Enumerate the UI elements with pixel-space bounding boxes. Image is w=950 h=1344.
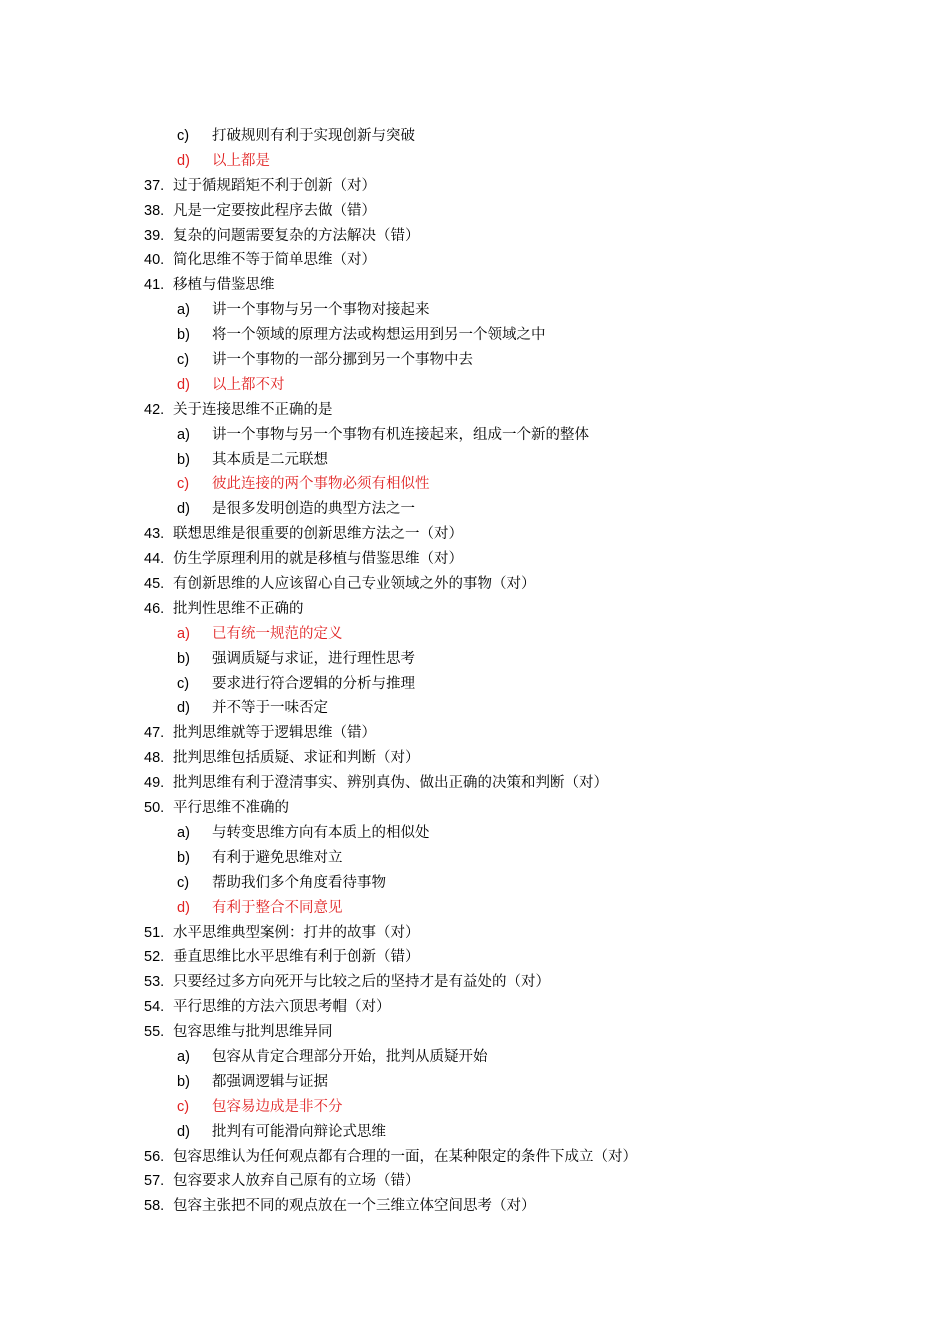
answer-option bbox=[0, 1045, 950, 1070]
question-number: 49. bbox=[144, 775, 165, 792]
answer-option-correct bbox=[0, 1095, 950, 1120]
question-number: 40. bbox=[144, 252, 165, 269]
question-number: 55. bbox=[144, 1024, 165, 1041]
option-text: 要求进行符合逻辑的分析与推理 bbox=[212, 675, 415, 692]
question-number: 52. bbox=[144, 949, 165, 966]
question-number: 38. bbox=[144, 202, 165, 219]
question-number: 37. bbox=[144, 177, 165, 194]
option-text: 强调质疑与求证，进行理性思考 bbox=[212, 650, 415, 667]
answer-option-correct bbox=[0, 373, 950, 398]
option-letter: d) bbox=[177, 152, 190, 169]
option-text: 与转变思维方向有本质上的相似处 bbox=[212, 824, 430, 841]
option-text: 包容易边成是非不分 bbox=[212, 1098, 343, 1115]
option-letter: a) bbox=[177, 824, 190, 841]
option-text: 以上都不对 bbox=[212, 376, 285, 393]
question-line bbox=[0, 597, 950, 622]
option-letter: b) bbox=[177, 849, 190, 866]
question-number: 39. bbox=[144, 227, 165, 244]
question-text: 平行思维不准确的 bbox=[173, 800, 289, 817]
question-text: 关于连接思维不正确的是 bbox=[173, 401, 333, 418]
question-number: 57. bbox=[144, 1173, 165, 1190]
option-text: 并不等于一味否定 bbox=[212, 700, 328, 717]
option-letter: d) bbox=[177, 376, 190, 393]
answer-option-correct bbox=[0, 472, 950, 497]
option-letter: c) bbox=[177, 675, 190, 692]
option-text: 已有统一规范的定义 bbox=[212, 625, 343, 642]
question-text: 仿生学原理利用的就是移植与借鉴思维（对） bbox=[173, 551, 463, 568]
question-line bbox=[0, 970, 950, 995]
question-number: 54. bbox=[144, 999, 165, 1016]
question-number: 46. bbox=[144, 600, 165, 617]
option-text: 帮助我们多个角度看待事物 bbox=[212, 874, 386, 891]
question-text: 凡是一定要按此程序去做（错） bbox=[173, 202, 376, 219]
option-letter: d) bbox=[177, 501, 190, 518]
option-text: 打破规则有利于实现创新与突破 bbox=[212, 128, 415, 144]
answer-option bbox=[0, 448, 950, 473]
answer-option-correct bbox=[0, 622, 950, 647]
question-text: 垂直思维比水平思维有利于创新（错） bbox=[173, 949, 420, 966]
question-line bbox=[0, 248, 950, 273]
document-page bbox=[0, 124, 950, 1219]
option-letter: b) bbox=[177, 1073, 190, 1090]
option-letter: c) bbox=[177, 1098, 190, 1115]
answer-option bbox=[0, 124, 950, 149]
option-letter: d) bbox=[177, 1123, 190, 1140]
option-letter: b) bbox=[177, 650, 190, 667]
question-text: 水平思维典型案例：打井的故事（对） bbox=[173, 924, 420, 941]
question-line bbox=[0, 224, 950, 249]
answer-option bbox=[0, 298, 950, 323]
answer-option bbox=[0, 871, 950, 896]
answer-option-correct bbox=[0, 149, 950, 174]
question-line bbox=[0, 771, 950, 796]
question-line bbox=[0, 921, 950, 946]
answer-option bbox=[0, 1120, 950, 1145]
question-text: 批判思维有利于澄清事实、辨别真伪、做出正确的决策和判断（对） bbox=[173, 775, 608, 792]
question-text: 过于循规蹈矩不利于创新（对） bbox=[173, 177, 376, 194]
option-letter: c) bbox=[177, 476, 190, 493]
question-text: 包容思维与批判思维异同 bbox=[173, 1024, 333, 1041]
answer-option bbox=[0, 1070, 950, 1095]
question-number: 50. bbox=[144, 800, 165, 817]
question-text: 批判性思维不正确的 bbox=[173, 600, 304, 617]
option-text: 包容从肯定合理部分开始，批判从质疑开始 bbox=[212, 1048, 488, 1065]
question-line bbox=[0, 1020, 950, 1045]
question-line bbox=[0, 398, 950, 423]
option-letter: c) bbox=[177, 874, 190, 891]
answer-option bbox=[0, 821, 950, 846]
option-text: 讲一个事物与另一个事物有机连接起来，组成一个新的整体 bbox=[212, 426, 589, 443]
question-number: 51. bbox=[144, 924, 165, 941]
question-number: 53. bbox=[144, 974, 165, 991]
question-text: 包容要求人放弃自己原有的立场（错） bbox=[173, 1173, 420, 1190]
question-text: 联想思维是很重要的创新思维方法之一（对） bbox=[173, 526, 463, 543]
option-letter: a) bbox=[177, 1048, 190, 1065]
option-text: 是很多发明创造的典型方法之一 bbox=[212, 501, 415, 518]
option-text: 将一个领域的原理方法或构想运用到另一个领域之中 bbox=[212, 327, 546, 344]
question-line bbox=[0, 995, 950, 1020]
question-text: 简化思维不等于简单思维（对） bbox=[173, 252, 376, 269]
question-number: 47. bbox=[144, 725, 165, 742]
question-line bbox=[0, 522, 950, 547]
question-line bbox=[0, 199, 950, 224]
answer-option bbox=[0, 846, 950, 871]
question-line bbox=[0, 746, 950, 771]
question-text: 批判思维包括质疑、求证和判断（对） bbox=[173, 750, 420, 767]
answer-option bbox=[0, 696, 950, 721]
option-letter: a) bbox=[177, 302, 190, 319]
option-letter: c) bbox=[177, 128, 190, 144]
question-text: 有创新思维的人应该留心自己专业领域之外的事物（对） bbox=[173, 576, 536, 593]
question-number: 45. bbox=[144, 576, 165, 593]
option-text: 其本质是二元联想 bbox=[212, 451, 328, 468]
question-line bbox=[0, 174, 950, 199]
answer-option bbox=[0, 348, 950, 373]
question-text: 平行思维的方法六顶思考帽（对） bbox=[173, 999, 391, 1016]
option-text: 以上都是 bbox=[212, 152, 270, 169]
option-text: 讲一个事物与另一个事物对接起来 bbox=[212, 302, 430, 319]
question-text: 移植与借鉴思维 bbox=[173, 277, 275, 294]
question-text: 包容思维认为任何观点都有合理的一面，在某种限定的条件下成立（对） bbox=[173, 1148, 637, 1165]
option-text: 有利于整合不同意见 bbox=[212, 899, 343, 916]
option-letter: a) bbox=[177, 625, 190, 642]
question-text: 批判思维就等于逻辑思维（错） bbox=[173, 725, 376, 742]
answer-option-correct bbox=[0, 896, 950, 921]
option-letter: d) bbox=[177, 700, 190, 717]
question-line bbox=[0, 273, 950, 298]
question-number: 42. bbox=[144, 401, 165, 418]
option-letter: c) bbox=[177, 352, 190, 369]
question-number: 56. bbox=[144, 1148, 165, 1165]
question-number: 58. bbox=[144, 1198, 165, 1215]
option-text: 有利于避免思维对立 bbox=[212, 849, 343, 866]
question-text: 复杂的问题需要复杂的方法解决（错） bbox=[173, 227, 420, 244]
question-number: 43. bbox=[144, 526, 165, 543]
question-line bbox=[0, 796, 950, 821]
question-text: 只要经过多方向死开与比较之后的坚持才是有益处的（对） bbox=[173, 974, 550, 991]
question-line bbox=[0, 945, 950, 970]
question-line bbox=[0, 1194, 950, 1219]
option-letter: b) bbox=[177, 451, 190, 468]
answer-option bbox=[0, 423, 950, 448]
question-line bbox=[0, 1145, 950, 1170]
option-text: 彼此连接的两个事物必须有相似性 bbox=[212, 476, 430, 493]
option-text: 批判有可能滑向辩论式思维 bbox=[212, 1123, 386, 1140]
answer-option bbox=[0, 323, 950, 348]
option-letter: b) bbox=[177, 327, 190, 344]
answer-option bbox=[0, 672, 950, 697]
option-text: 讲一个事物的一部分挪到另一个事物中去 bbox=[212, 352, 473, 369]
question-line bbox=[0, 547, 950, 572]
question-line bbox=[0, 1169, 950, 1194]
option-text: 都强调逻辑与证据 bbox=[212, 1073, 328, 1090]
option-letter: d) bbox=[177, 899, 190, 916]
question-line bbox=[0, 572, 950, 597]
question-number: 48. bbox=[144, 750, 165, 767]
answer-option bbox=[0, 647, 950, 672]
question-number: 41. bbox=[144, 277, 165, 294]
question-text: 包容主张把不同的观点放在一个三维立体空间思考（对） bbox=[173, 1198, 536, 1215]
question-line bbox=[0, 721, 950, 746]
question-number: 44. bbox=[144, 551, 165, 568]
answer-option bbox=[0, 497, 950, 522]
option-letter: a) bbox=[177, 426, 190, 443]
